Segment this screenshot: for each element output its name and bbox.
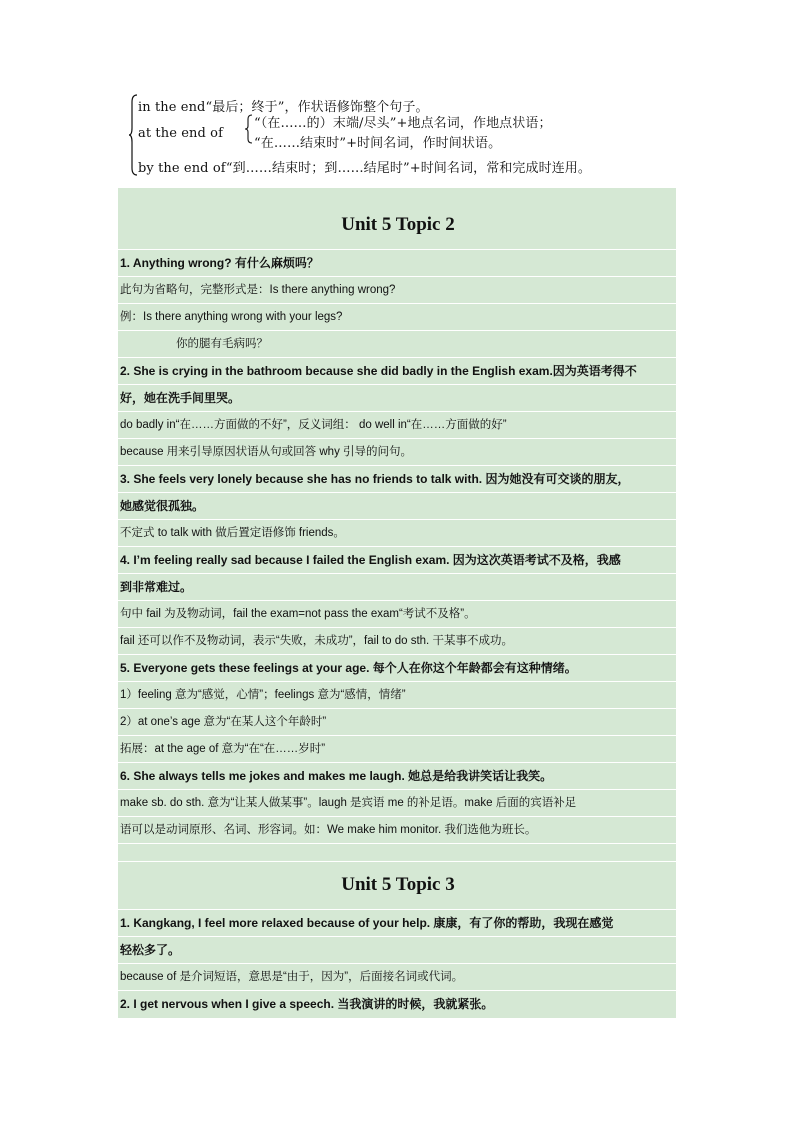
topic2-row: 好，她在洗手间里哭。 (118, 385, 676, 412)
topic2-title: Unit 5 Topic 2 (118, 200, 676, 250)
sub-brace (244, 114, 253, 144)
notes-table (118, 188, 676, 1018)
note-sub-place: “（在……的）末端/尽头”+地点名词，作地点状语； (254, 116, 552, 131)
topic2-row: 此句为省略句，完整形式是：Is there anything wrong? (118, 277, 676, 304)
topic2-row: 6. She always tells me jokes and makes me laugh. 她总是给我讲笑话让我笑。 (118, 763, 676, 790)
left-brace (128, 94, 138, 176)
topic3-row: 2. I get nervous when I give a speech. 当我演讲的时候，我就紧张。 (120, 997, 494, 1011)
topic2-row: 1. Anything wrong? 有什么麻烦吗？ (118, 250, 676, 277)
topic2-row: make sb. do sth. 意为“让某人做某事”。laugh 是宾语 me 的补足语。make 后面的宾语补足 (118, 790, 676, 817)
topic3-row: 轻松多了。 (118, 937, 676, 964)
grammar-note (128, 92, 788, 182)
topic3-row: because of 是介词短语，意思是“由于，因为”，后面接名词或代词。 (118, 964, 676, 991)
topic2-row: 句中 fail 为及物动词，fail the exam=not pass the exam“考试不及格”。 (118, 601, 676, 628)
topic2-row: 拓展：at the age of 意为“在“在……岁时” (118, 736, 676, 763)
topic2-row: 2. She is crying in the bathroom because she did badly in the English exam.因为英语考得不 (118, 358, 676, 385)
topic2-row: 你的腿有毛病吗？ (118, 331, 676, 358)
topic3-title: Unit 5 Topic 3 (118, 860, 676, 910)
topic2-row: 不定式 to talk with 做后置定语修饰 friends。 (118, 520, 676, 547)
topic3-row: 1. Kangkang, I feel more relaxed because of your help. 康康，有了你的帮助，我现在感觉 (118, 910, 676, 937)
note-line-by-the-end-of: by the end of“到……结束时；到……结尾时”+时间名词，常和完成时连用。 (138, 161, 592, 176)
topic2-row: do badly in“在……方面做的不好”，反义词组： do well in“在……方面做的好” (118, 412, 676, 439)
topic2-row: 2）at one’s age 意为“在某人这个年龄时” (118, 709, 676, 736)
topic2-row: 3. She feels very lonely because she has no friends to talk with. 因为她没有可交谈的朋友， (118, 466, 676, 493)
topic2-row: fail 还可以作不及物动词，表示“失败，未成功”，fail to do sth. 干某事不成功。 (118, 628, 676, 655)
topic2-row: 她感觉很孤独。 (118, 493, 676, 520)
topic2-row: because 用来引导原因状语从句或回答 why 引导的问句。 (118, 439, 676, 466)
topic2-row: 4. I’m feeling really sad because I failed the English exam. 因为这次英语考试不及格，我感 (118, 547, 676, 574)
topic2-row: 语可以是动词原形、名词、形容词。如：We make him monitor. 我们选他为班长。 (118, 817, 676, 844)
topic2-row: 1）feeling 意为“感觉，心情”；feelings 意为“感情，情绪” (118, 682, 676, 709)
topic2-row: 例：Is there anything wrong with your legs? (118, 304, 676, 331)
note-line-in-the-end: in the end“最后；终于”，作状语修饰整个句子。 (138, 100, 429, 115)
note-sub-time: “在……结束时”+时间名词，作时间状语。 (254, 136, 502, 151)
note-line-at-the-end-of: at the end of (138, 126, 223, 141)
topic2-row: 5. Everyone gets these feelings at your age. 每个人在你这个年龄都会有这种情绪。 (118, 655, 676, 682)
topic2-row: 到非常难过。 (118, 574, 676, 601)
